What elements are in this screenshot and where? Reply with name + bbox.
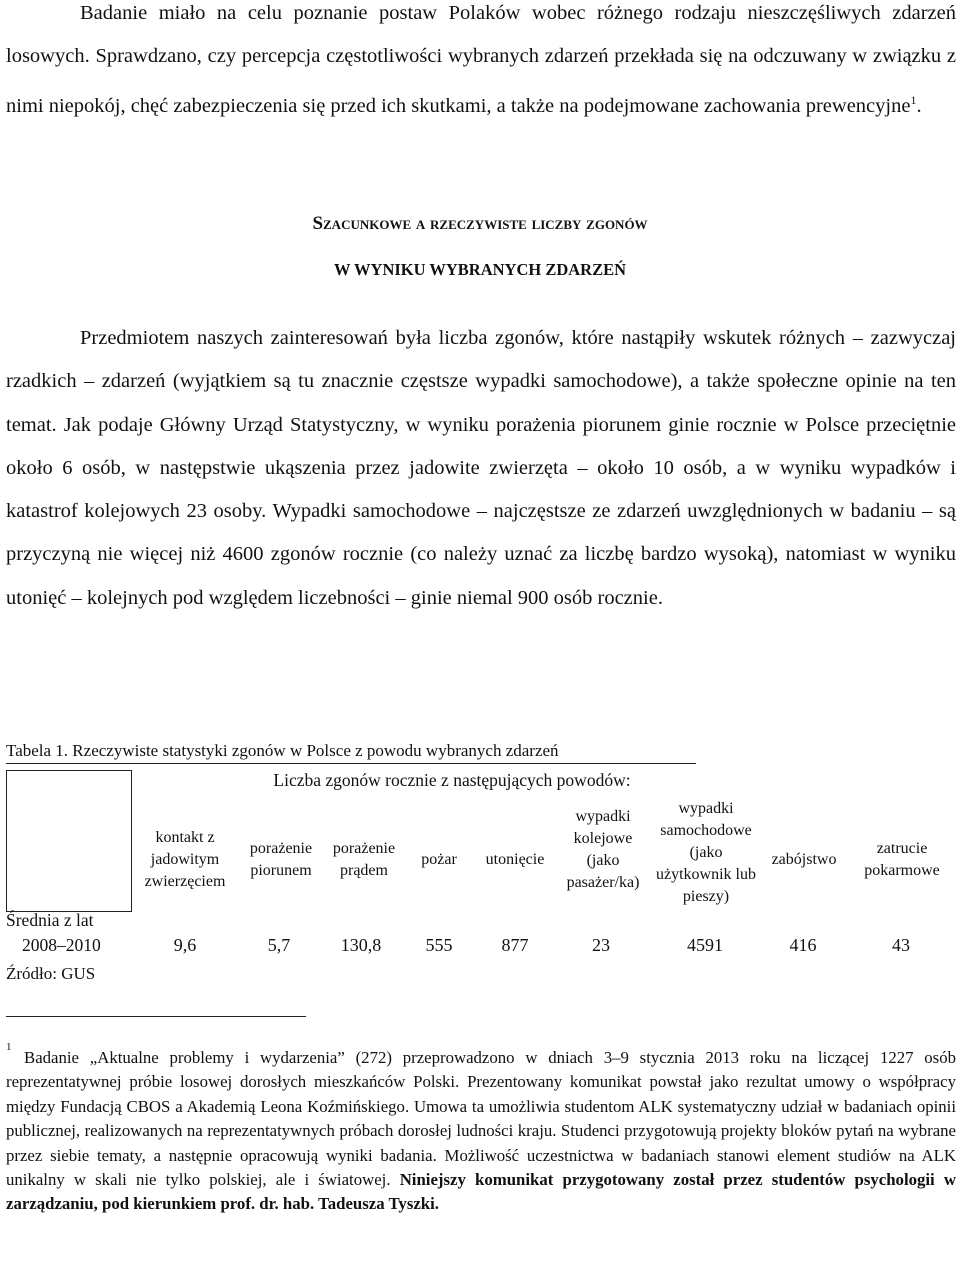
footnote-separator xyxy=(6,1016,306,1017)
footnote-reference[interactable]: 1 xyxy=(910,92,917,107)
table-source: Źródło: GUS xyxy=(6,964,96,983)
column-header-fire: pożar xyxy=(421,851,457,868)
column-header-venomous-animal: kontakt z jadowitym zwierzęciem xyxy=(144,829,226,890)
column-header-lightning: porażenie piorunem xyxy=(249,840,313,879)
column-header-railway-accidents: wypadki kolejowe (jako pasażer/ka) xyxy=(566,808,640,891)
column-header-car-accidents: wypadki samochodowe (jako użytkownik lub pieszy) xyxy=(656,800,756,905)
footnote-bold-text: Niniejszy komunikat przygotowany został przez studentów psychologii w zarządzaniu, pod kierunkiem prof. dr. hab. Tadeusza Tyszki. xyxy=(6,1170,956,1214)
caption-underline xyxy=(6,763,696,764)
value-drowning: 877 xyxy=(501,935,529,955)
value-car-accidents: 4591 xyxy=(687,935,723,955)
column-header-electrocution: porażenie prądem xyxy=(332,840,396,879)
column-header-drowning: utonięcie xyxy=(485,851,545,868)
value-food-poisoning: 43 xyxy=(892,935,910,955)
value-venomous-animal: 9,6 xyxy=(173,935,197,955)
intro-paragraph xyxy=(6,0,956,128)
intro-end: . xyxy=(916,94,922,117)
section-paragraph: Przedmiotem naszych zainteresowań była liczba zgonów, które nastąpiły wskutek różnych – zazwyczaj rzadkich – zdarzeń (wyjątkiem są tu znacznie częstsze wypadki samochodowe), a także społeczne opinie na ten temat. Jak podaje Główny Urząd Statystyczny, w wyniku porażenia piorunem ginie rocznie w Polsce przeciętnie około 6 osób, w następstwie ukąszenia przez jadowite zwierzęta – około 10 osób, a w wyniku wypadków i katastrof kolejowych 23 osoby. Wypadki samochodowe – najczęstsze ze zdarzeń uwzględnionych w badaniu – są przyczyną nie więcej niż 4600 zgonów rocznie (co należy uznać za liczbę bardzo wysoką), natomiast w wyniku utonięć – kolejnych pod względem liczebności – ginie niemal 900 osób rocznie. xyxy=(6,327,956,609)
column-header-food-poisoning: zatrucie pokarmowe xyxy=(864,840,940,879)
section-heading-line1: Szacunkowe a rzeczywiste liczby zgonów xyxy=(312,213,648,234)
row-label-line2: 2008–2010 xyxy=(22,935,101,955)
table-corner-cell xyxy=(6,770,132,912)
value-lightning: 5,7 xyxy=(267,935,291,955)
table-caption: Tabela 1. Rzeczywiste statystyki zgonów w Polsce z powodu wybranych zdarzeń xyxy=(6,741,559,760)
value-fire: 555 xyxy=(425,935,453,955)
intro-text: Badanie miało na celu poznanie postaw Polaków wobec różnego rodzaju nieszczęśliwych zdarzeń losowych. Sprawdzano, czy percepcja częstotliwości wybranych zdarzeń przekłada się na odczuwany w związku z nimi niepokój, chęć zabezpieczenia się przed ich skutkami, a także na podejmowane zachowania prewencyjne xyxy=(6,2,956,117)
value-electrocution: 130,8 xyxy=(340,935,382,955)
row-label-line1: Średnia z lat xyxy=(6,910,94,930)
footnote-text-block xyxy=(6,1046,956,1217)
footnote-number: 1 xyxy=(6,1041,12,1053)
table-group-header: Liczba zgonów rocznie z następujących powodów: xyxy=(273,770,631,790)
value-railway-accidents: 23 xyxy=(592,935,610,955)
value-homicide: 416 xyxy=(789,935,817,955)
footnote-text: Badanie „Aktualne problemy i wydarzenia” (272) przeprowadzono w dniach 3–9 stycznia 2013 roku na liczącej 1227 osób reprezentatywnej próbie losowej dorosłych mieszkańców Polski. Prezentowany komunikat powstał jako rezultat umowy o współpracy między Fundacją CBOS a Akademią Leona Koźmińskiego. Umowa ta umożliwia studentom ALK systematyczny udział w badaniach opinii publicznej, realizowanych na reprezentatywnych próbach dorosłej ludności kraju. Studenci przygotowują projekty bloków pytań na wybrane przez siebie tematy, a następnie opracowują wyniki badania. Możliwość uczestnictwa w badaniach stanowi element studiów na ALK unikalny w skali nie tylko polskiej, ale i światowej. xyxy=(6,1048,956,1190)
section-heading-line2: W WYNIKU WYBRANYCH ZDARZEŃ xyxy=(334,260,626,279)
column-header-homicide: zabójstwo xyxy=(771,851,837,868)
